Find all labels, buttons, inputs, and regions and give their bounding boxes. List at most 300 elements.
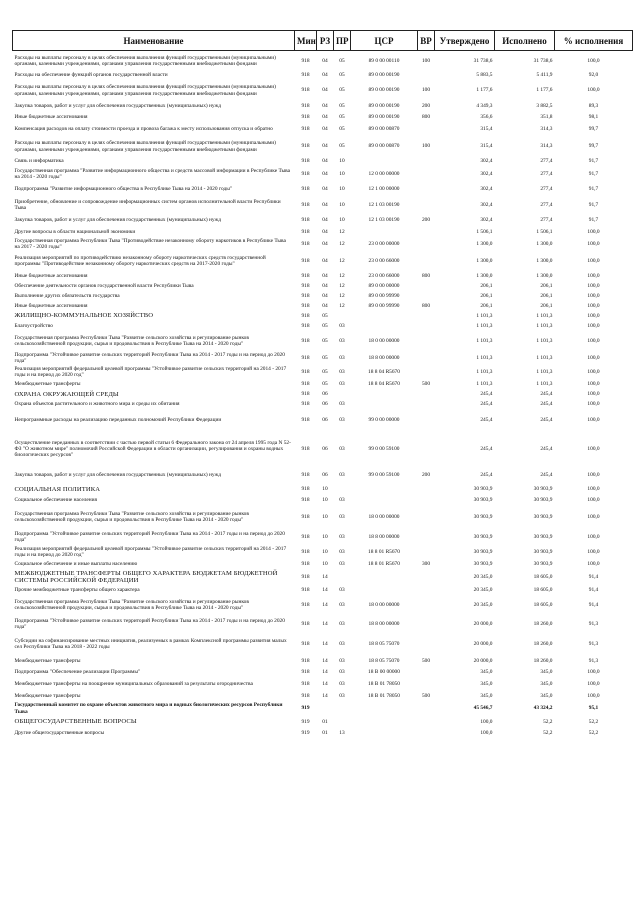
section-row	[13, 569, 633, 585]
cell-executed: 206,1	[540, 282, 553, 289]
cell-name: Расходы на выплаты персоналу в целях обеспечения выполнения функций государственными (муниципальными) органами, казенными учреждениями, органами управления государственными внебюджетными фондами	[14, 140, 276, 153]
cell-executed: 245,4	[540, 472, 553, 479]
cell-min: 918	[301, 72, 310, 79]
cell-name: Приобретение, обновление и сопровождение информационных систем органов исполнительной власти Республики Тыва	[14, 198, 281, 211]
cell-executed: 1 177,6	[536, 87, 553, 94]
cell-name: Закупка товаров, работ и услуг для обеспечения государственных (муниципальных) нужд	[14, 472, 222, 479]
cell-pr: 10	[339, 216, 345, 223]
cell-min: 918	[301, 497, 310, 504]
section-row	[13, 311, 633, 321]
cell-csr: 23 0 00 66000	[368, 257, 400, 264]
cell-approved: 1 101,3	[476, 381, 493, 388]
cell-percent: 100,0	[587, 257, 600, 264]
cell-percent: 100,0	[587, 312, 600, 319]
cell-pr: 03	[339, 621, 345, 628]
cell-rz: 04	[322, 126, 328, 133]
cell-min: 918	[301, 472, 310, 479]
cell-pr: 03	[339, 446, 345, 453]
cell-min: 919	[301, 729, 310, 736]
cell-vr	[418, 291, 435, 301]
cell-percent: 91,7	[588, 216, 599, 223]
cell-percent: 100,0	[587, 693, 600, 700]
table-row	[13, 728, 633, 738]
cell-csr: 18 8 01 R5670	[368, 549, 400, 556]
cell-name: Государственная программа Республики Тыва "Развитие сельского хозяйства и регулирование рынков сельскохозяйственной продукции, сырья и продовольствия в Республике Тыва на 2014 - 2020 годы"	[14, 599, 249, 612]
cell-pr	[334, 389, 351, 399]
cell-executed: 43 324,2	[533, 705, 553, 712]
cell-approved: 45 546,7	[473, 705, 493, 712]
cell-vr	[418, 251, 435, 271]
cell-csr: 99 0 00 59100	[368, 446, 400, 453]
cell-name: Связь и информатика	[14, 158, 64, 165]
cell-executed: 345,0	[540, 693, 553, 700]
cell-rz: 14	[322, 641, 328, 648]
table-row	[13, 691, 633, 701]
cell-csr: 12 1 03 00190	[368, 201, 400, 208]
cell-name: Иные бюджетные ассигнования	[14, 272, 88, 279]
cell-pr: 03	[339, 337, 345, 344]
cell-percent: 100,0	[587, 486, 600, 493]
cell-vr	[418, 701, 435, 715]
cell-name: Иные бюджетные ассигнования	[14, 302, 88, 309]
cell-percent: 100,0	[587, 417, 600, 424]
table-row	[13, 331, 633, 351]
cell-min: 918	[301, 57, 310, 64]
cell-percent: 52,2	[588, 729, 599, 736]
table-row	[13, 431, 633, 467]
cell-executed: 1 101,3	[536, 312, 553, 319]
cell-name: Государственный комитет по охране объектов животного мира и водных биологических ресурсов Республики Тыва	[14, 702, 283, 715]
cell-rz: 04	[322, 87, 328, 94]
cell-name: Социальное обеспечение и иные выплаты населению	[14, 561, 138, 568]
cell-min: 918	[301, 185, 310, 192]
cell-approved: 1 177,6	[476, 87, 493, 94]
cell-approved: 345,0	[480, 669, 493, 676]
cell-vr: 200	[421, 472, 431, 479]
cell-min: 918	[301, 417, 310, 424]
cell-vr: 100	[421, 143, 431, 150]
cell-name: Другие общегосударственные вопросы	[14, 729, 105, 736]
cell-rz: 04	[322, 292, 328, 299]
cell-percent: 100,0	[587, 669, 600, 676]
cell-approved: 1 300,0	[476, 240, 493, 247]
cell-csr: 18 0 00 00000	[368, 602, 400, 609]
cell-executed: 1 300,0	[536, 272, 553, 279]
cell-approved: 20 345,0	[473, 602, 493, 609]
cell-approved: 1 300,0	[476, 272, 493, 279]
table-row	[13, 167, 633, 181]
cell-percent: 100,0	[587, 272, 600, 279]
cell-min: 919	[301, 718, 310, 725]
cell-rz: 10	[322, 497, 328, 504]
cell-rz: 14	[322, 681, 328, 688]
cell-csr: 18 0 00 00000	[368, 337, 400, 344]
cell-name: Государственная программа Республики Тыва "Противодействие незаконному обороту наркотиков в Республике Тыва на 2017 - 2020 годы"	[14, 237, 286, 250]
cell-vr: 500	[421, 693, 431, 700]
cell-executed: 52,2	[543, 729, 553, 736]
cell-approved: 100,0	[480, 729, 493, 736]
cell-min: 918	[301, 587, 310, 594]
cell-percent: 89,3	[588, 103, 599, 110]
cell-name: Реализация мероприятий федеральной целевой программы "Устойчивое развитие сельских территорий на 2014 - 2017 годы и на период до 2020 год"	[14, 546, 287, 559]
cell-name: Государственная программа Республики Тыва "Развитие сельского хозяйства и регулирование рынков сельскохозяйственной продукции, сырья и продовольствия в Республике Тыва на 2014 - 2020 годы"	[14, 511, 249, 524]
cell-executed: 30 903,9	[533, 549, 553, 556]
cell-executed: 277,4	[540, 185, 553, 192]
cell-vr	[418, 495, 435, 505]
cell-rz: 05	[322, 381, 328, 388]
cell-percent: 100,0	[587, 240, 600, 247]
cell-csr: 18 В 01 78050	[368, 693, 400, 700]
cell-vr	[418, 595, 435, 615]
cell-vr: 300	[421, 561, 431, 568]
cell-pr: 03	[339, 322, 345, 329]
section-row	[13, 716, 633, 728]
cell-rz: 06	[322, 446, 328, 453]
cell-percent: 99,7	[588, 143, 599, 150]
cell-min: 918	[301, 641, 310, 648]
table-row	[13, 237, 633, 251]
cell-pr: 12	[339, 272, 345, 279]
cell-executed: 30 903,9	[533, 514, 553, 521]
cell-vr	[418, 483, 435, 495]
cell-min: 918	[301, 228, 310, 235]
cell-approved: 245,4	[480, 401, 493, 408]
cell-name: Межбюджетные трансферты	[14, 693, 81, 700]
cell-approved: 1 300,0	[476, 257, 493, 264]
cell-name: Расходы на обеспечение функций органов государственной власти	[14, 72, 168, 79]
cell-csr: 89 0 00 99990	[368, 292, 400, 299]
cell-executed: 30 903,9	[533, 486, 553, 493]
cell-executed: 314,3	[540, 143, 553, 150]
cell-csr	[351, 495, 418, 505]
cell-min: 918	[301, 574, 310, 581]
cell-csr: 12 1 03 00190	[368, 216, 400, 223]
cell-pr: 12	[339, 302, 345, 309]
cell-min: 918	[301, 681, 310, 688]
cell-rz: 10	[322, 561, 328, 568]
table-row	[13, 71, 633, 81]
cell-name: Выполнение других обязательств государства	[14, 292, 120, 299]
cell-pr: 03	[339, 587, 345, 594]
cell-executed: 345,0	[540, 681, 553, 688]
cell-min: 918	[301, 486, 310, 493]
cell-executed: 277,4	[540, 201, 553, 208]
cell-approved: 245,4	[480, 472, 493, 479]
cell-vr: 100	[421, 57, 431, 64]
cell-csr: 89 0 00 00190	[368, 114, 400, 121]
cell-vr	[418, 569, 435, 585]
cell-approved: 245,4	[480, 417, 493, 424]
cell-min: 918	[301, 240, 310, 247]
cell-vr	[418, 399, 435, 409]
cell-percent: 91,3	[588, 621, 599, 628]
cell-executed: 206,1	[540, 302, 553, 309]
cell-executed: 1 101,3	[536, 337, 553, 344]
cell-rz: 06	[322, 472, 328, 479]
cell-vr	[418, 389, 435, 399]
cell-rz: 06	[322, 417, 328, 424]
cell-percent: 100,0	[587, 381, 600, 388]
cell-approved: 1 101,3	[476, 369, 493, 376]
cell-rz: 14	[322, 693, 328, 700]
cell-percent: 100,0	[587, 446, 600, 453]
cell-name: Обеспечение деятельности органов государственной власти Республики Тыва	[14, 282, 194, 289]
cell-name: Другие вопросы в области национальной экономики	[14, 228, 136, 235]
table-row	[13, 321, 633, 331]
cell-min: 918	[301, 514, 310, 521]
cell-csr: 18 0 00 00000	[368, 514, 400, 521]
cell-pr: 12	[339, 240, 345, 247]
cell-csr: 23 0 00 00000	[368, 240, 400, 247]
cell-csr	[351, 569, 418, 585]
cell-executed: 245,4	[540, 401, 553, 408]
cell-approved: 20 000,0	[473, 621, 493, 628]
header-csr: ЦСР	[351, 31, 418, 51]
cell-percent: 100,0	[587, 87, 600, 94]
cell-percent: 100,0	[587, 561, 600, 568]
cell-percent: 100,0	[587, 228, 600, 235]
cell-approved: 1 101,3	[476, 322, 493, 329]
cell-approved: 315,4	[480, 126, 493, 133]
cell-csr	[351, 321, 418, 331]
cell-pr	[334, 569, 351, 585]
cell-pr: 03	[339, 534, 345, 541]
table-row	[13, 137, 633, 157]
cell-name: Компенсация расходов на оплату стоимости проезда и провоза багажа к месту использования отпуска и обратно	[14, 126, 273, 133]
cell-min: 918	[301, 302, 310, 309]
cell-vr	[418, 728, 435, 738]
cell-percent: 91,4	[588, 587, 599, 594]
cell-pr: 03	[339, 693, 345, 700]
cell-vr	[418, 409, 435, 431]
cell-csr	[351, 157, 418, 167]
cell-rz: 05	[322, 322, 328, 329]
cell-vr: 800	[421, 302, 431, 309]
cell-pr: 05	[339, 87, 345, 94]
cell-vr: 100	[421, 87, 431, 94]
cell-approved: 206,1	[480, 282, 493, 289]
table-row	[13, 633, 633, 655]
budget-execution-table	[12, 30, 633, 738]
cell-pr: 03	[339, 401, 345, 408]
cell-approved: 345,0	[480, 681, 493, 688]
header-approved: Утверждено	[435, 31, 495, 51]
cell-executed: 1 101,3	[536, 354, 553, 361]
cell-rz: 14	[322, 658, 328, 665]
cell-rz: 05	[322, 312, 328, 319]
cell-percent: 92,0	[588, 72, 599, 79]
cell-pr: 10	[339, 185, 345, 192]
cell-csr	[351, 399, 418, 409]
cell-csr	[351, 227, 418, 237]
cell-name: Субсидии на софинансирование местных инициатив, реализуемых в рамках Комплексной программы развития малых сел Республики Тыва на 2018 - 2022 годы	[14, 638, 287, 651]
cell-min: 918	[301, 201, 310, 208]
cell-rz: 04	[322, 114, 328, 121]
cell-percent: 100,0	[587, 282, 600, 289]
cell-pr: 13	[339, 729, 345, 736]
header-min: Мин	[295, 31, 317, 51]
header-rz: РЗ	[317, 31, 334, 51]
cell-percent: 100,0	[587, 322, 600, 329]
cell-pr: 12	[339, 282, 345, 289]
cell-csr	[351, 701, 418, 715]
table-row	[13, 271, 633, 281]
cell-vr	[418, 633, 435, 655]
cell-csr: 18 8 00 00000	[368, 621, 400, 628]
cell-rz: 10	[322, 486, 328, 493]
cell-name: Закупка товаров, работ и услуг для обеспечения государственных (муниципальных) нужд	[14, 103, 222, 110]
cell-csr	[351, 728, 418, 738]
cell-executed: 245,4	[540, 417, 553, 424]
cell-rz: 14	[322, 669, 328, 676]
cell-vr	[418, 237, 435, 251]
cell-pr: 12	[339, 228, 345, 235]
cell-executed: 1 101,3	[536, 381, 553, 388]
cell-executed: 18 260,0	[533, 621, 553, 628]
cell-vr	[418, 227, 435, 237]
cell-csr: 89 0 00 00870	[368, 126, 400, 133]
cell-pr: 03	[339, 658, 345, 665]
cell-csr	[351, 716, 418, 728]
cell-rz: 04	[322, 228, 328, 235]
cell-vr	[418, 157, 435, 167]
cell-approved: 356,6	[480, 114, 493, 121]
cell-percent: 99,7	[588, 126, 599, 133]
cell-min: 918	[301, 561, 310, 568]
cell-rz: 01	[322, 729, 328, 736]
cell-vr	[418, 167, 435, 181]
table-row	[13, 467, 633, 483]
cell-min: 918	[301, 312, 310, 319]
header-vr: ВР	[418, 31, 435, 51]
cell-rz: 14	[322, 602, 328, 609]
table-row	[13, 365, 633, 379]
cell-approved: 31 738,6	[473, 57, 493, 64]
cell-approved: 30 903,9	[473, 549, 493, 556]
cell-percent: 100,0	[587, 57, 600, 64]
cell-pr: 03	[339, 561, 345, 568]
cell-rz: 10	[322, 549, 328, 556]
cell-percent: 100,0	[587, 534, 600, 541]
cell-csr	[351, 483, 418, 495]
cell-name: Межбюджетные трансферты	[14, 658, 81, 665]
cell-min: 918	[301, 292, 310, 299]
table-row	[13, 213, 633, 227]
cell-approved: 302,4	[480, 201, 493, 208]
cell-csr: 18 8 00 00000	[368, 534, 400, 541]
cell-csr: 12 1 00 00000	[368, 185, 400, 192]
cell-percent: 91,7	[588, 158, 599, 165]
cell-pr: 05	[339, 126, 345, 133]
cell-approved: 20 345,0	[473, 574, 493, 581]
cell-name: Подпрограмма "Устойчивое развитие сельских территорий Республики Тыва на 2014 - 2017 годы и на период до 2020 года"	[14, 618, 285, 631]
cell-pr: 05	[339, 57, 345, 64]
cell-percent: 100,0	[587, 497, 600, 504]
table-row	[13, 197, 633, 213]
cell-vr: 800	[421, 114, 431, 121]
cell-executed: 30 903,9	[533, 534, 553, 541]
cell-executed: 277,4	[540, 158, 553, 165]
table-row	[13, 291, 633, 301]
table-row	[13, 505, 633, 529]
cell-approved: 30 903,9	[473, 497, 493, 504]
cell-executed: 277,4	[540, 170, 553, 177]
cell-vr	[418, 615, 435, 633]
cell-percent: 100,0	[587, 401, 600, 408]
cell-name: Подпрограмма "Устойчивое развитие сельских территорий Республики Тыва на 2014 - 2017 годы и на период до 2020 года"	[14, 351, 285, 364]
cell-min: 918	[301, 257, 310, 264]
cell-rz: 05	[322, 369, 328, 376]
cell-min: 918	[301, 369, 310, 376]
cell-name: Реализация мероприятий федеральной целевой программы "Устойчивое развитие сельских территорий на 2014 - 2017 годы и на период до 2020 год"	[14, 366, 287, 379]
cell-rz: 04	[322, 257, 328, 264]
cell-vr	[418, 585, 435, 595]
cell-vr	[418, 431, 435, 467]
table-row	[13, 181, 633, 197]
cell-executed: 1 101,3	[536, 369, 553, 376]
cell-min: 918	[301, 669, 310, 676]
cell-executed: 18 260,0	[533, 641, 553, 648]
cell-name: Государственная программа "Развитие информационного общества и средств массовой информации в Республике Тыва на 2014 - 2020 годы"	[14, 167, 291, 180]
cell-approved: 245,4	[480, 446, 493, 453]
cell-vr	[418, 281, 435, 291]
cell-percent: 100,0	[587, 292, 600, 299]
cell-rz: 05	[322, 354, 328, 361]
cell-approved: 1 101,3	[476, 354, 493, 361]
cell-pr: 12	[339, 292, 345, 299]
cell-approved: 4 349,3	[476, 103, 493, 110]
cell-csr: 23 0 00 66000	[368, 272, 400, 279]
cell-approved: 30 903,9	[473, 561, 493, 568]
cell-approved: 30 903,9	[473, 534, 493, 541]
table-row	[13, 701, 633, 715]
cell-rz: 04	[322, 240, 328, 247]
cell-min: 918	[301, 401, 310, 408]
table-row	[13, 351, 633, 365]
table-header-row	[13, 31, 633, 51]
cell-csr: 18 8 04 R5670	[368, 369, 400, 376]
cell-vr	[418, 321, 435, 331]
cell-name: Прочие межбюджетные трансферты общего характера	[14, 587, 140, 594]
cell-name: ЖИЛИЩНО-КОММУНАЛЬНОЕ ХОЗЯЙСТВО	[14, 312, 154, 320]
cell-pr: 03	[339, 681, 345, 688]
cell-min: 918	[301, 126, 310, 133]
cell-min: 918	[301, 143, 310, 150]
table-row	[13, 399, 633, 409]
cell-approved: 302,4	[480, 170, 493, 177]
cell-name: МЕЖБЮДЖЕТНЫЕ ТРАНСФЕРТЫ ОБЩЕГО ХАРАКТЕРА БЮДЖЕТАМ БЮДЖЕТНОЙ СИСТЕМЫ РОССИЙСКОЙ ФЕДЕРАЦИИ	[14, 570, 278, 585]
cell-csr: 12 0 00 00000	[368, 170, 400, 177]
cell-rz: 04	[322, 302, 328, 309]
cell-min: 918	[301, 103, 310, 110]
cell-percent: 100,0	[587, 472, 600, 479]
cell-rz: 06	[322, 401, 328, 408]
cell-min: 918	[301, 158, 310, 165]
cell-percent: 52,2	[588, 718, 599, 725]
cell-name: Осуществление переданных в соответствии с частью первой статьи 6 Федерального закона от 24 апреля 1995 года N 52-ФЗ "О животном мире" полномочий Российской Федерации в области организации, регулирования и охраны водных биологических ресурсов"	[14, 440, 291, 459]
cell-rz: 04	[322, 72, 328, 79]
cell-percent: 91,3	[588, 641, 599, 648]
cell-percent: 91,7	[588, 201, 599, 208]
cell-csr: 99 0 00 59100	[368, 472, 400, 479]
cell-name: Межбюджетные трансферты на поощрение муниципальных образований за результаты огородничества	[14, 681, 253, 688]
cell-executed: 1 300,0	[536, 257, 553, 264]
cell-executed: 18 260,0	[533, 658, 553, 665]
cell-pr: 12	[339, 257, 345, 264]
cell-executed: 52,2	[543, 718, 553, 725]
cell-pr: 03	[339, 669, 345, 676]
cell-executed: 277,4	[540, 216, 553, 223]
